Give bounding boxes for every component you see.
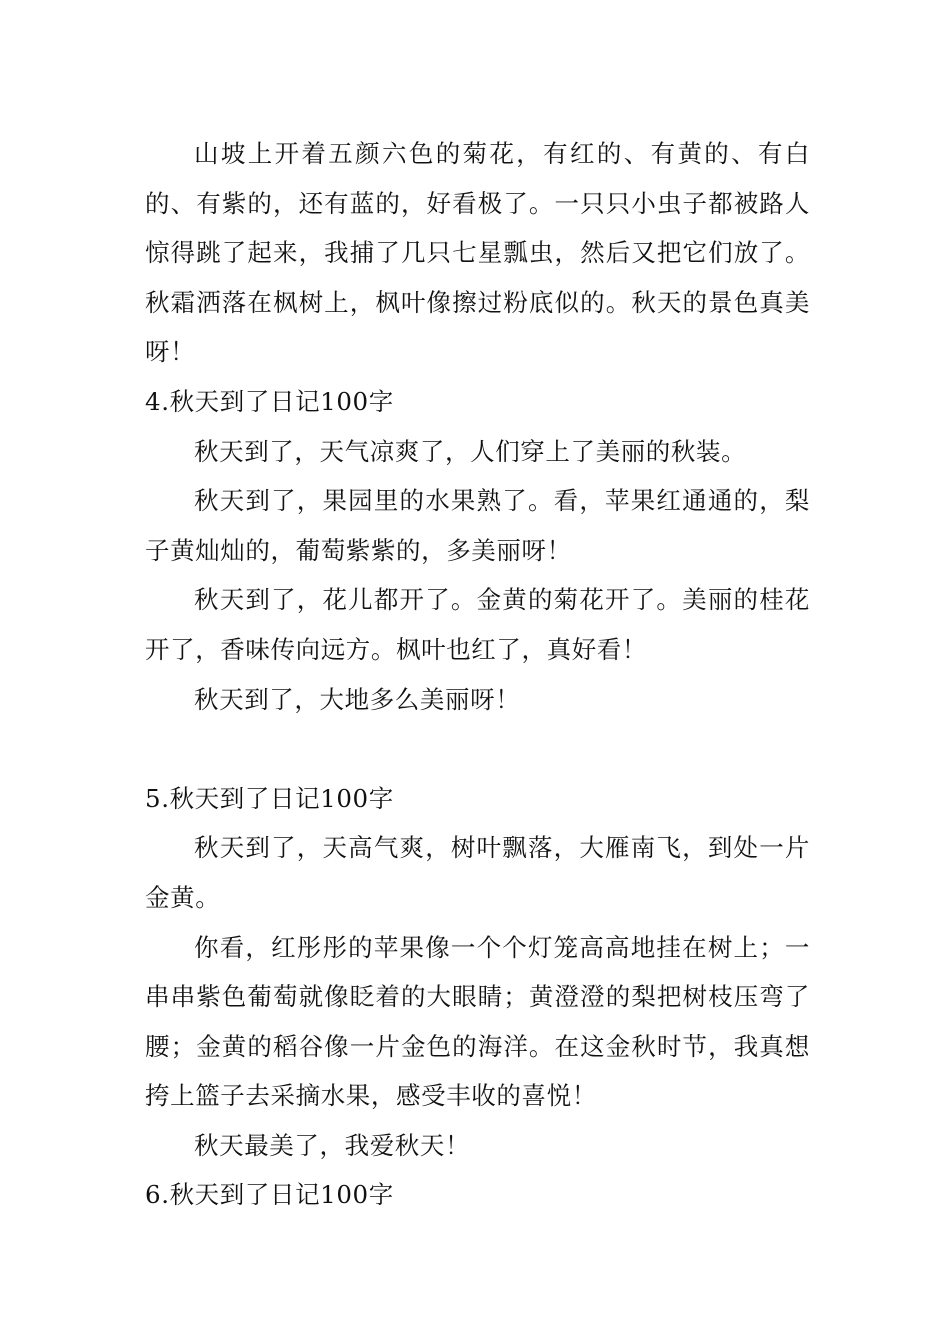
section-heading-5: 5.秋天到了日记100字 xyxy=(145,783,394,813)
paragraph-autumn-orchard: 秋天到了，果园里的水果熟了。看，苹果红通通的，梨子黄灿灿的，葡萄紫紫的，多美丽呀！ xyxy=(145,486,810,565)
paragraph-autumn-sky: 秋天到了，天高气爽，树叶飘落，大雁南飞，到处一片金黄。 xyxy=(145,833,810,912)
section-heading-6: 6.秋天到了日记100字 xyxy=(145,1180,394,1210)
paragraph-autumn-hillside: 山坡上开着五颜六色的菊花，有红的、有黄的、有白的、有紫的，还有蓝的，好看极了。一只只小虫子都被路人惊得跳了起来，我捕了几只七星瓢虫，然后又把它们放了。秋霜洒落在枫树上，枫叶像擦过粉底似的。秋天的景色真美呀！ xyxy=(145,139,810,367)
paragraph-autumn-flowers: 秋天到了，花儿都开了。金黄的菊花开了。美丽的桂花开了，香味传向远方。枫叶也红了，真好看！ xyxy=(145,585,810,664)
paragraph-autumn-earth: 秋天到了，大地多么美丽呀！ xyxy=(194,684,521,714)
paragraph-autumn-weather: 秋天到了，天气凉爽了，人们穿上了美丽的秋装。 xyxy=(194,436,747,466)
section-heading-4: 4.秋天到了日记100字 xyxy=(145,386,394,416)
blank-line xyxy=(145,724,810,774)
paragraph-autumn-harvest: 你看，红彤彤的苹果像一个个灯笼高高地挂在树上；一串串紫色葡萄就像眨着的大眼睛；黄澄澄的梨把树枝压弯了腰；金黄的稻谷像一片金色的海洋。在这金秋时节，我真想挎上篮子去采摘水果，感受丰收的喜悦！ xyxy=(145,932,810,1111)
paragraph-love-autumn: 秋天最美了，我爱秋天！ xyxy=(194,1130,471,1160)
document-body xyxy=(145,129,810,1220)
